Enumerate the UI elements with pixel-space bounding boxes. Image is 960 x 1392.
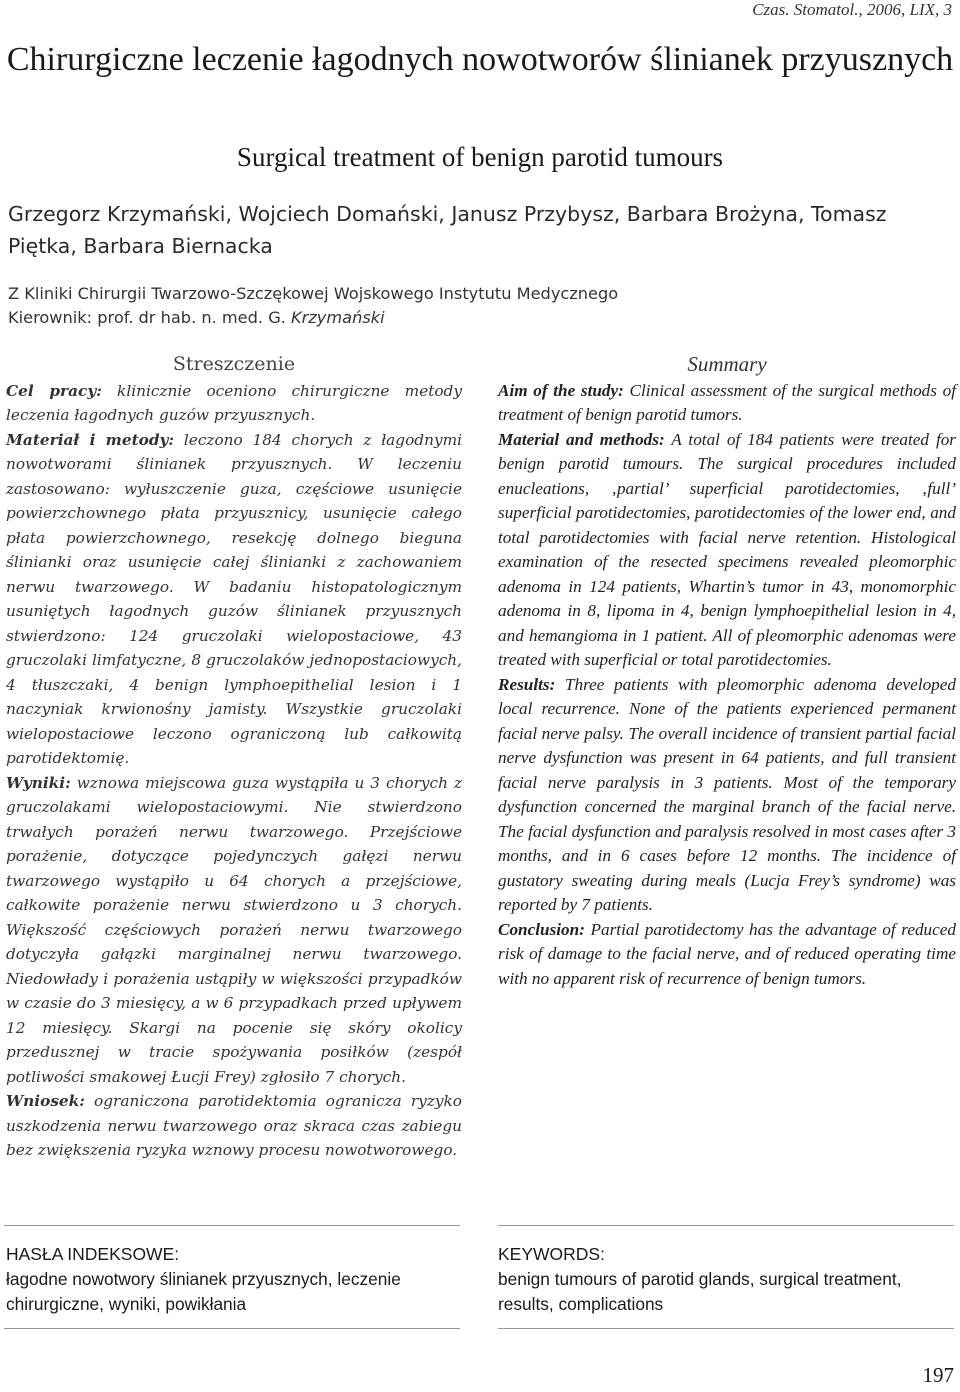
- methods-text: leczono 184 chorych z łagodnymi nowotworami ślinianek przyusznych. W leczeniu zastosowano: wyłuszczenie guza, częściowe usunięcie powierzchownego płata przyusznicy, usunięcie całego płata powierzchownego, resekcję dolnego bieguna ślinianki oraz usunięcie całej ślinianki z zachowaniem nerwu twarzowego. W badaniu histopatologicznym usuniętych łagodnych guzów ślinianek przyusznych stwierdzono: 124 gruczolaki wielopostaciowe, 43 gruczolaki limfatyczne, 8 gruczolaków jednopostaciowych, 4 tłuszczaki, 4 benign lymphoepithelial lesion i 1 naczyniak krwionośny jamisty. Wszystkie gruczolaki wielopostaciowe leczono ograniczoną lub całkowitą parotidektomię.: [6, 430, 462, 767]
- keywords-polish: [6, 1242, 462, 1317]
- results-label: Results:: [498, 674, 556, 694]
- abstract-polish-conclusion: [6, 1089, 462, 1163]
- results-text: Three patients with pleomorphic adenoma developed local recurrence. None of the patients experienced permanent facial nerve palsy. The overall incidence of transient partial facial nerve dysfunction was present in 64 patients, and full transient facial nerve paralysis in 3 patients. Most of the temporary dysfunction concerned the marginal branch of the facial nerve. The facial dysfunction and paralysis resolved in most cases after 3 months, and in 6 cases before 12 months. The incidence of gustatory sweating during meals (Lucja Frey’s syndrome) was reported by 7 patients.: [498, 674, 956, 914]
- abstract-polish: [6, 352, 462, 1163]
- divider-top-right: [498, 1225, 954, 1226]
- results-label: Wyniki:: [6, 773, 71, 792]
- keywords-english: [498, 1242, 954, 1317]
- affiliation: [8, 282, 948, 330]
- keywords-polish-heading: HASŁA INDEKSOWE:: [6, 1244, 180, 1264]
- affiliation-institution: Z Kliniki Chirurgii Twarzowo-Szczękowej Wojskowego Instytutu Medycznego: [8, 284, 619, 303]
- abstract-english-heading: Summary: [687, 352, 767, 376]
- author-list: Grzegorz Krzymański, Wojciech Domański, Janusz Przybysz, Barbara Brożyna, Tomasz Piętka, Barbara Biernacka: [8, 202, 887, 258]
- methods-text: A total of 184 patients were treated for benign parotid tumours. The surgical procedures included enucleations, ‚partial’ superficial parotidectomies, ‚full’ superficial parotidectomies, parotidectomies of the lower end, and total parotidectomies with facial nerve retention. Histological examination of the resected specimens revealed pleomorphic adenoma in 124 patients, Whartin’s tumor in 43, monomorphic adenoma in 8, lipoma in 4, benign lymphoepithelial lesion in 4, and hemangioma in 1 patient. All of pleomorphic adenomas were treated with superficial or total parotidectomies.: [498, 429, 956, 669]
- aim-text: klinicznie oceniono chirurgiczne metody leczenia łagodnych guzów przyusznych.: [6, 381, 462, 424]
- aim-label: Cel pracy:: [6, 381, 102, 400]
- keywords-polish-text: łagodne nowotwory ślinianek przyusznych, leczenie chirurgiczne, wyniki, powikłania: [6, 1269, 401, 1314]
- affiliation-head: Kierownik: prof. dr hab. n. med. G.: [8, 308, 286, 327]
- aim-text: Clinical assessment of the surgical methods of treatment of benign parotid tumors.: [498, 380, 956, 424]
- abstract-polish-results: [6, 771, 462, 1090]
- abstract-english: [498, 352, 956, 991]
- keywords-english-heading: KEYWORDS:: [498, 1244, 605, 1264]
- abstract-english-methods: [498, 428, 956, 673]
- results-text: wznowa miejscowa guza wystąpiła u 3 chorych z gruczolakami wielopostaciowymi. Nie stwierdzono trwałych porażeń nerwu twarzowego. Przejściowe porażenie, dotyczące pojedynczych gałęzi nerwu twarzowego wystąpiło u 64 chorych a przejściowe, całkowite porażenie nerwu stwierdzono u 3 chorych. Większość częściowych porażeń nerwu twarzowego dotyczyła gałązki marginalnej nerwu twarzowego. Niedowłady i porażenia ustąpiły w większości przypadków w czasie do 3 miesięcy, a w 6 przypadkach przed upływem 12 miesięcy. Skargi na pocenie się skóry okolicy przedusznej w tracie spożywania posiłków (zespół potliwości smakowej Łucji Frey) zgłosiło 7 chorych.: [6, 773, 462, 1086]
- abstract-polish-heading: Streszczenie: [172, 353, 296, 375]
- methods-label: Materiał i metody:: [6, 430, 175, 449]
- conclusion-label: Wniosek:: [6, 1092, 85, 1110]
- article-title-english: Surgical treatment of benign parotid tumours: [236, 142, 724, 172]
- affiliation-head-name: Krzymański: [285, 308, 385, 327]
- conclusion-text: ograniczona parotidektomia ogranicza ryzyko uszkodzenia nerwu twarzowego oraz skraca czas zabiegu bez zwiększenia ryzyka wznowy procesu nowotworowego.: [6, 1092, 462, 1159]
- divider-bottom-right: [498, 1328, 954, 1329]
- page-number: 197: [922, 1363, 954, 1387]
- aim-label: Aim of the study:: [498, 380, 624, 400]
- methods-label: Material and methods:: [498, 429, 665, 449]
- abstract-english-aim: [498, 379, 956, 428]
- abstract-polish-methods: [6, 428, 462, 771]
- divider-top-left: [4, 1225, 460, 1226]
- abstract-english-conclusion: [498, 918, 956, 992]
- abstract-english-results: [498, 673, 956, 918]
- divider-bottom-left: [4, 1328, 460, 1329]
- conclusion-text: Partial parotidectomy has the advantage of reduced risk of damage to the facial nerve, and of reduced operating time with no apparent risk of recurrence of benign tumors.: [498, 919, 956, 988]
- abstract-polish-aim: [6, 379, 462, 428]
- article-title-polish: Chirurgiczne leczenie łagodnych nowotworów ślinianek przyusznych: [6, 41, 954, 78]
- keywords-english-text: benign tumours of parotid glands, surgical treatment, results, complications: [498, 1269, 902, 1314]
- journal-citation: Czas. Stomatol., 2006, LIX, 3: [752, 0, 952, 19]
- conclusion-label: Conclusion:: [498, 919, 585, 939]
